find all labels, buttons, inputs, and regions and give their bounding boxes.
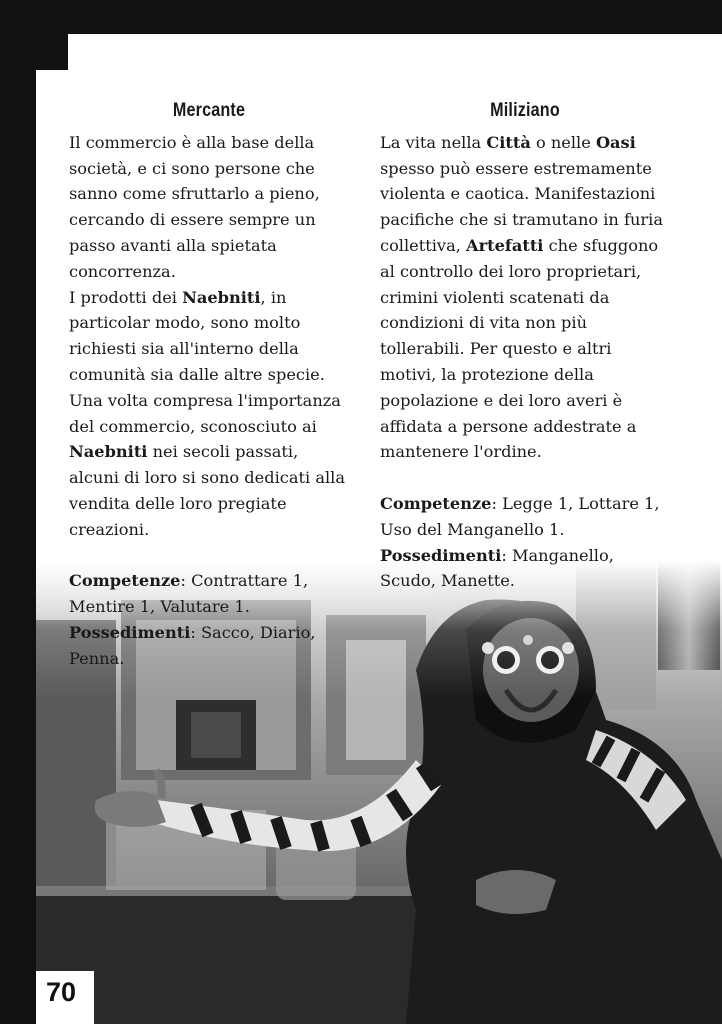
merchant-paragraph-3: Una volta compresa l'importanza del commercio, sconosciuto ai Naebniti nei secoli passati, alcuni di loro si sono dedicati alla vendita delle loro pregiate creazioni. <box>69 390 345 539</box>
merchant-paragraph-1: Il commercio è alla base della società, e ci sono persone che sanno come sfruttarlo a pieno, cercando di essere sempre un passo avanti alla spietata concorrenza. <box>69 132 320 281</box>
militia-skills: Competenze: Legge 1, Lottare 1, Uso del Manganello 1. <box>380 493 660 539</box>
page-frame-top <box>0 0 722 34</box>
page-frame-left <box>0 0 36 1024</box>
militia-possessions: Possedimenti: Manganello, Scudo, Manette. <box>380 545 614 591</box>
merchant-paragraph-2: I prodotti dei Naebniti, in particolar modo, sono molto richiesti sia all'interno della comunità sia dalle altre specie. <box>69 287 325 384</box>
merchant-column <box>69 98 349 672</box>
page-number: 70 <box>46 977 77 1007</box>
militia-column <box>380 98 670 594</box>
militia-paragraph: La vita nella Città o nelle Oasi spesso può essere estremamente violenta e caotica. Manifestazioni pacifiche che si tramutano in furia collettiva, Artefatti che sfuggono al controllo dei loro proprietari, crimini violenti scatenati da condizioni di vita non più tollerabili. Per questo e altri motivi, la protezione della popolazione e dei loro averi è affidata a persone addestrate a mantenere l'ordine. <box>380 132 663 462</box>
page-frame-corner <box>36 34 68 70</box>
page-number-box <box>36 971 94 1024</box>
merchant-skills: Competenze: Contrattare 1, Mentire 1, Valutare 1. <box>69 571 309 617</box>
merchant-heading: Mercante <box>172 100 246 121</box>
merchant-possessions: Possedimenti: Sacco, Diario, Penna. <box>69 622 316 668</box>
militia-heading: Miliziano <box>490 100 560 121</box>
